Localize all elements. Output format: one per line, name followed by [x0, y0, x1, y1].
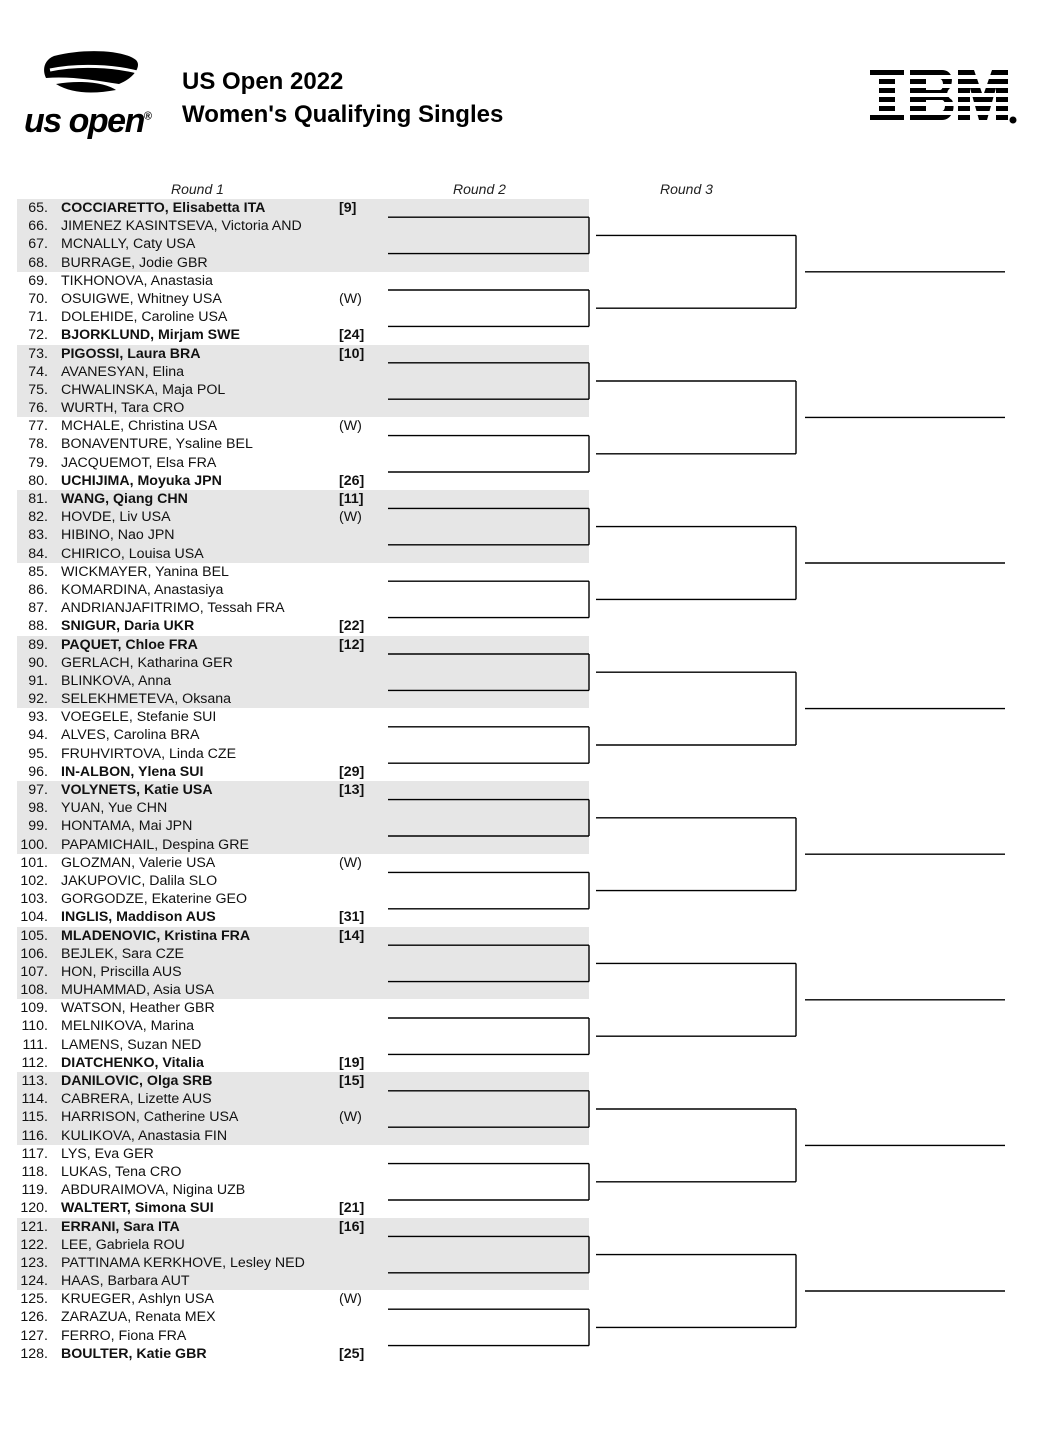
player-name: HON, Priscilla AUS [61, 963, 182, 980]
player-name: HONTAMA, Mai JPN [61, 818, 193, 835]
draw-position: 120. [20, 1200, 48, 1217]
draw-position: 101. [20, 854, 48, 871]
draw-position: 105. [20, 927, 48, 944]
draw-position: 82. [28, 509, 48, 526]
player-seed: [25] [339, 1345, 365, 1362]
player-name: WATSON, Heather GBR [61, 1000, 215, 1017]
player-name: PAQUET, Chloe FRA [61, 636, 198, 653]
page-subtitle: Women's Qualifying Singles [182, 101, 504, 128]
player-name: ZARAZUA, Renata MEX [61, 1309, 216, 1326]
draw-position: 97. [28, 782, 48, 798]
draw-position: 111. [22, 1036, 48, 1053]
draw-position: 94. [28, 727, 48, 744]
draw-position: 68. [28, 254, 48, 271]
player-name: KRUEGER, Ashlyn USA [61, 1291, 214, 1308]
player-seed: (W) [339, 509, 362, 526]
player-seed: [31] [339, 909, 365, 926]
page-title: US Open 2022 [182, 68, 344, 95]
draw-position: 70. [28, 290, 48, 307]
player-name: GERLACH, Katharina GER [61, 654, 233, 671]
player-name: DOLEHIDE, Caroline USA [61, 309, 228, 326]
draw-position: 78. [28, 436, 48, 453]
player-seed: [10] [339, 345, 365, 362]
player-name: YUAN, Yue CHN [61, 800, 168, 817]
player-name: BJORKLUND, Mirjam SWE [61, 327, 240, 344]
player-name: CABRERA, Lizette AUS [61, 1091, 212, 1108]
draw-position: 81. [28, 491, 48, 507]
player-name: WICKMAYER, Yanina BEL [61, 563, 229, 580]
player-name: UCHIJIMA, Moyuka JPN [61, 472, 222, 489]
player-seed: [9] [339, 200, 357, 216]
player-name: BOULTER, Katie GBR [61, 1345, 207, 1362]
draw-position: 69. [28, 272, 48, 289]
player-name: MCNALLY, Caty USA [61, 236, 196, 253]
round-2-header: Round 2 [453, 181, 506, 197]
draw-position: 83. [28, 527, 48, 544]
player-name: JAKUPOVIC, Dalila SLO [61, 872, 218, 889]
draw-position: 91. [28, 672, 48, 689]
draw-position: 123. [20, 1254, 48, 1271]
draw-position: 67. [28, 236, 48, 253]
player-name: HOVDE, Liv USA [61, 509, 171, 526]
draw-position: 99. [28, 818, 48, 835]
draw-position: 124. [20, 1273, 48, 1290]
player-name: HIBINO, Nao JPN [61, 527, 175, 544]
player-name: MLADENOVIC, Kristina FRA [61, 927, 251, 944]
player-name: GLOZMAN, Valerie USA [61, 854, 216, 871]
player-name: CHWALINSKA, Maja POL [61, 381, 226, 398]
player-name: CHIRICO, Louisa USA [61, 545, 204, 562]
draw-position: 80. [28, 472, 48, 489]
draw-position: 93. [28, 709, 48, 726]
player-seed: (W) [339, 1109, 362, 1126]
player-seed: [19] [339, 1054, 365, 1071]
draw-position: 107. [20, 963, 48, 980]
draw-position: 88. [28, 618, 48, 635]
player-name: BONAVENTURE, Ysaline BEL [61, 436, 253, 453]
draw-position: 73. [28, 345, 48, 362]
player-name: JACQUEMOT, Elsa FRA [61, 454, 217, 471]
player-name: LEE, Gabriela ROU [61, 1236, 185, 1253]
draw-position: 109. [20, 1000, 48, 1017]
player-seed: (W) [339, 854, 362, 871]
player-name: COCCIARETTO, Elisabetta ITA [61, 200, 266, 216]
player-name: VOLYNETS, Katie USA [61, 782, 213, 798]
draw-position: 90. [28, 654, 48, 671]
player-name: FERRO, Fiona FRA [61, 1327, 187, 1344]
draw-position: 117. [21, 1145, 48, 1162]
player-name: SNIGUR, Daria UKR [61, 618, 195, 635]
draw-position: 112. [21, 1054, 48, 1071]
draw-position: 100. [20, 836, 48, 853]
player-name: HAAS, Barbara AUT [61, 1273, 190, 1290]
draw-position: 119. [21, 1182, 48, 1199]
player-name: BEJLEK, Sara CZE [61, 945, 185, 962]
draw-position: 85. [28, 563, 48, 580]
draw-position: 74. [28, 363, 48, 380]
draw-position: 118. [21, 1163, 48, 1180]
draw-position: 96. [28, 763, 48, 780]
draw-position: 84. [28, 545, 48, 562]
player-seed: [13] [339, 782, 365, 798]
player-seed: [16] [339, 1218, 365, 1235]
draw-position: 103. [20, 891, 48, 908]
draw-position: 102. [20, 872, 48, 889]
draw-position: 98. [28, 800, 48, 817]
round-3-header: Round 3 [660, 181, 713, 197]
draw-position: 106. [20, 945, 48, 962]
player-name: WURTH, Tara CRO [61, 400, 185, 417]
player-seed: [14] [339, 927, 365, 944]
player-name: SELEKHMETEVA, Oksana [61, 691, 232, 708]
player-name: OSUIGWE, Whitney USA [61, 290, 222, 307]
player-name: JIMENEZ KASINTSEVA, Victoria AND [61, 218, 302, 235]
player-seed: [22] [339, 618, 365, 635]
player-name: MUHAMMAD, Asia USA [61, 982, 214, 999]
draw-position: 75. [28, 381, 48, 398]
player-seed: [12] [339, 636, 365, 653]
player-name: LUKAS, Tena CRO [61, 1163, 182, 1180]
player-name: PAPAMICHAIL, Despina GRE [61, 836, 249, 853]
player-seed: [26] [339, 472, 365, 489]
player-name: ABDURAIMOVA, Nigina UZB [61, 1182, 246, 1199]
player-name: DIATCHENKO, Vitalia [61, 1054, 204, 1071]
player-seed: (W) [339, 1291, 362, 1308]
player-name: WALTERT, Simona SUI [61, 1200, 214, 1217]
draw-position: 128. [20, 1345, 48, 1362]
player-name: ALVES, Carolina BRA [61, 727, 200, 744]
draw-position: 108. [20, 982, 48, 999]
draw-position: 115. [21, 1109, 48, 1126]
draw-position: 86. [28, 581, 48, 598]
player-name: INGLIS, Maddison AUS [61, 909, 216, 926]
player-seed: [15] [339, 1073, 365, 1089]
draw-position: 113. [21, 1073, 48, 1089]
draw-position: 65. [28, 200, 48, 216]
player-name: ERRANI, Sara ITA [61, 1218, 180, 1235]
round-1-header: Round 1 [171, 181, 224, 197]
logo-wordmark: us open® [24, 102, 152, 140]
draw-position: 87. [28, 600, 48, 617]
draw-position: 79. [28, 454, 48, 471]
player-name: BURRAGE, Jodie GBR [61, 254, 208, 271]
draw-position: 77. [28, 418, 48, 435]
player-name: WANG, Qiang CHN [61, 491, 188, 507]
player-name: PIGOSSI, Laura BRA [61, 345, 201, 362]
player-name: AVANESYAN, Elina [61, 363, 185, 380]
draw-position: 122. [20, 1236, 48, 1253]
draw-position: 66. [28, 218, 48, 235]
player-name: TIKHONOVA, Anastasia [61, 272, 213, 289]
player-seed: (W) [339, 418, 362, 435]
draw-position: 92. [28, 691, 48, 708]
player-name: KULIKOVA, Anastasia FIN [61, 1127, 228, 1144]
player-name: GORGODZE, Ekaterine GEO [61, 891, 248, 908]
player-name: LAMENS, Suzan NED [61, 1036, 202, 1053]
draw-position: 89. [28, 636, 48, 653]
draw-position: 114. [21, 1091, 48, 1108]
draw-position: 71. [28, 309, 48, 326]
player-name: MCHALE, Christina USA [61, 418, 218, 435]
draw-position: 104. [20, 909, 48, 926]
player-name: LYS, Eva GER [61, 1145, 154, 1162]
player-name: MELNIKOVA, Marina [61, 1018, 194, 1035]
player-name: BLINKOVA, Anna [61, 672, 172, 689]
draw-position: 116. [21, 1127, 48, 1144]
player-name: HARRISON, Catherine USA [61, 1109, 239, 1126]
draw-position: 76. [28, 400, 48, 417]
player-name: DANILOVIC, Olga SRB [61, 1073, 213, 1089]
player-name: VOEGELE, Stefanie SUI [61, 709, 217, 726]
player-seed: [11] [339, 491, 364, 507]
draw-position: 125. [20, 1291, 48, 1308]
draw-position: 95. [28, 745, 48, 762]
player-name: FRUHVIRTOVA, Linda CZE [61, 745, 237, 762]
draw-position: 121. [20, 1218, 48, 1235]
draw-position: 126. [20, 1309, 48, 1326]
player-name: PATTINAMA KERKHOVE, Lesley NED [61, 1254, 305, 1271]
player-name: ANDRIANJAFITRIMO, Tessah FRA [61, 600, 285, 617]
draw-position: 72. [28, 327, 48, 344]
player-name: IN-ALBON, Ylena SUI [61, 763, 204, 780]
player-name: KOMARDINA, Anastasiya [61, 581, 224, 598]
player-seed: [21] [339, 1200, 365, 1217]
draw-position: 110. [21, 1018, 48, 1035]
player-seed: [29] [339, 763, 365, 780]
draw-position: 127. [20, 1327, 48, 1344]
player-seed: (W) [339, 290, 362, 307]
player-seed: [24] [339, 327, 365, 344]
